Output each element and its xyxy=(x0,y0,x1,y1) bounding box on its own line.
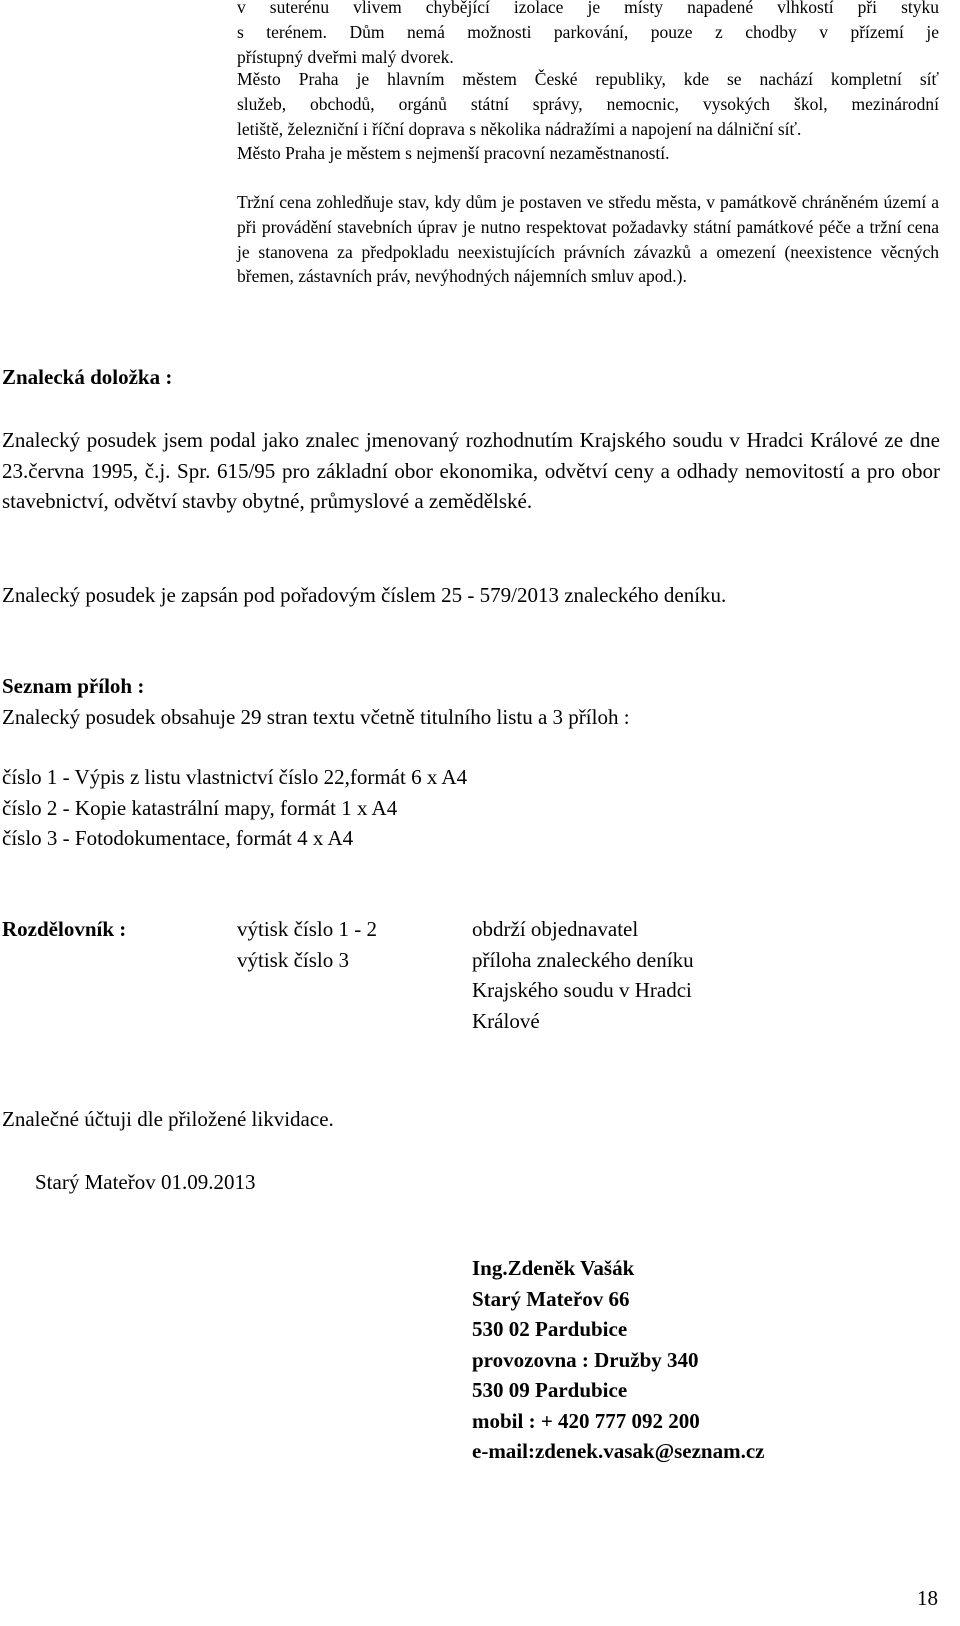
intro-paragraph-2 xyxy=(237,67,939,166)
rozdelovnik-recipients xyxy=(472,914,694,1036)
text-line: v suterénu vlivem chybějící izolace je místy napadené vlhkostí při styku xyxy=(237,0,939,17)
intro-paragraph-1 xyxy=(237,0,939,69)
recipient: Králové xyxy=(472,1008,540,1033)
prilohy-summary: Znalecký posudek obsahuje 29 stran textu včetně titulního listu a 3 příloh : xyxy=(2,705,630,729)
rozdelovnik-label: Rozdělovník : xyxy=(2,917,127,941)
intro-paragraph-3: Tržní cena zohledňuje stav, kdy dům je postaven ve středu města, v památkově chráněném území a při provádění stavebních úprav je nutno respektovat požadavky státní památkové péče a tržní cena je stanovena za předpokladu neexistujících právních závazků a omezení (neexistence věcných břemen, zástavních práv, nevýhodných nájemních smluv apod.). xyxy=(237,192,939,287)
text-line: letiště, železniční i říční doprava s několika nádražími a napojení na dálniční síť. xyxy=(237,118,802,139)
page-number: 18 xyxy=(917,1586,938,1610)
recipient: obdrží objednavatel xyxy=(472,917,639,941)
text-line: Město Praha je hlavním městem České republiky, kde se nachází kompletní síť xyxy=(237,69,939,89)
signature-block xyxy=(472,1253,764,1467)
list-item: číslo 3 - Fotodokumentace, formát 4 x A4 xyxy=(2,826,354,850)
signature-address: Starý Mateřov 66 xyxy=(472,1286,630,1311)
signature-workplace: provozovna : Družby 340 xyxy=(472,1347,699,1372)
text-line: služeb, obchodů, orgánů státní správy, nemocnic, vysokých škol, mezinárodní xyxy=(237,93,939,114)
signature-address: 530 09 Pardubice xyxy=(472,1378,628,1402)
signature-phone: mobil : + 420 777 092 200 xyxy=(472,1408,700,1433)
section-heading-znalecka-dolozka: Znalecká doložka : xyxy=(2,365,173,389)
recipient: příloha znaleckého deníku xyxy=(472,947,694,972)
rozdelovnik-copies xyxy=(237,914,377,975)
section-heading-seznam-priloh: Seznam příloh : xyxy=(2,674,145,698)
signature-name: Ing.Zdeněk Vašák xyxy=(472,1256,635,1280)
text-line: Město Praha je městem s nejmenší pracovní nezaměstnaností. xyxy=(237,143,670,164)
znalecka-dolozka-text: Znalecký posudek jsem podal jako znalec jmenovaný rozhodnutím Krajského soudu v Hradci Králové ze dne 23.června 1995, č.j. Spr. 615/95 pro základní obor ekonomika, odvětví ceny a odhady nemovitostí a pro obor stavebnictví, odvětví stavby obytné, průmyslové a zemědělské. xyxy=(2,428,940,513)
place-date: Starý Mateřov 01.09.2013 xyxy=(35,1170,256,1194)
fee-statement: Znalečné účtuji dle přiložené likvidace. xyxy=(2,1107,334,1131)
text-line: přístupný dveřmi malý dvorek. xyxy=(237,46,454,67)
signature-address: 530 02 Pardubice xyxy=(472,1317,628,1341)
copy-number: výtisk číslo 3 xyxy=(237,947,350,972)
text-line: s terénem. Dům nemá možnosti parkování, pouze z chodby v přízemí je xyxy=(237,21,939,42)
signature-email: e-mail:zdenek.vasak@seznam.cz xyxy=(472,1439,765,1463)
list-item: číslo 2 - Kopie katastrální mapy, formát 1 x A4 xyxy=(2,795,398,820)
recipient: Krajského soudu v Hradci xyxy=(472,978,692,1002)
registration-text: Znalecký posudek je zapsán pod pořadovým číslem 25 - 579/2013 znaleckého deníku. xyxy=(2,583,727,607)
prilohy-list xyxy=(2,762,467,854)
list-item: číslo 1 - Výpis z listu vlastnictví číslo 22,formát 6 x A4 xyxy=(2,765,468,789)
copy-number: výtisk číslo 1 - 2 xyxy=(237,917,377,941)
